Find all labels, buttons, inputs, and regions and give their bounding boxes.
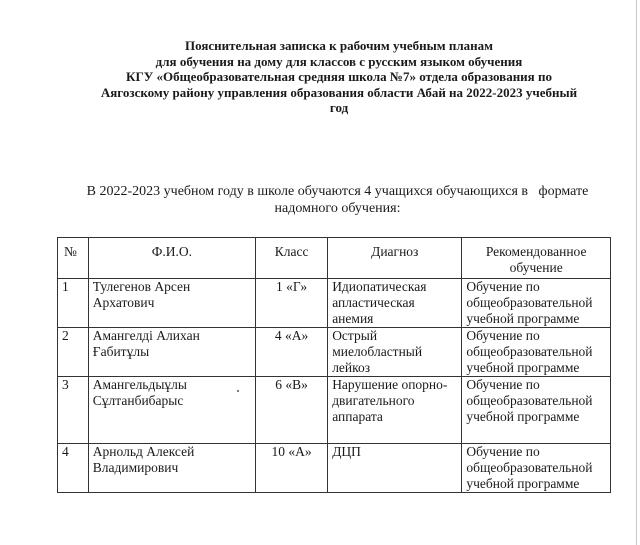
- cell-num: 1: [58, 279, 89, 328]
- cell-name-line: Ғабитұлы: [92, 344, 150, 359]
- header-recommended-line-2: обучение: [509, 260, 563, 275]
- cell-diagnosis: [328, 279, 462, 328]
- cell-diagnosis-line: аппарата: [332, 409, 383, 424]
- document-title: [40, 38, 638, 116]
- cell-recommended-line: общеобразовательной: [466, 295, 593, 310]
- cell-diagnosis: [328, 328, 462, 377]
- intro-line-1: В 2022-2023 учебном году в школе обучаются 4 учащихся обучающихся в формате: [86, 184, 589, 199]
- cell-recommended: [462, 279, 611, 328]
- cell-diagnosis-line: Острый: [332, 328, 378, 343]
- header-recommended: [462, 238, 611, 279]
- scan-speck: [237, 390, 239, 392]
- cell-name-line: Владимирович: [92, 460, 179, 475]
- cell-recommended-line: Обучение по: [466, 444, 540, 459]
- cell-recommended-line: общеобразовательной: [466, 393, 593, 408]
- table-row: [58, 377, 611, 444]
- header-recommended-line-1: Рекомендованное: [485, 244, 587, 259]
- cell-name-line: Архатович: [92, 295, 155, 310]
- cell-recommended-line: учебной программе: [466, 311, 580, 326]
- cell-recommended: [462, 377, 611, 444]
- cell-recommended-line: учебной программе: [466, 360, 580, 375]
- cell-diagnosis-line: Нарушение опорно-: [332, 377, 448, 392]
- cell-recommended-line: Обучение по: [466, 377, 540, 392]
- cell-num: 3: [58, 377, 89, 444]
- cell-recommended-line: Обучение по: [466, 328, 540, 343]
- cell-recommended-line: учебной программе: [466, 409, 580, 424]
- header-class: Класс: [256, 238, 328, 279]
- intro-line-2: надомного обучения:: [274, 201, 401, 216]
- cell-recommended-line: Обучение по: [466, 279, 540, 294]
- cell-diagnosis-line: двигательного: [332, 393, 415, 408]
- cell-class: 1 «Г»: [256, 279, 328, 328]
- cell-recommended: [462, 328, 611, 377]
- cell-recommended: [462, 444, 611, 493]
- cell-num: 2: [58, 328, 89, 377]
- cell-name-line: Амангельдыұлы: [92, 377, 187, 392]
- cell-diagnosis-line: ДЦП: [332, 444, 361, 459]
- cell-name: [88, 444, 255, 493]
- header-diagnosis: Диагноз: [328, 238, 462, 279]
- cell-name-line: Арнольд Алексей: [92, 444, 195, 459]
- title-line-1: Пояснительная записка к рабочим учебным планам: [185, 38, 493, 53]
- cell-diagnosis: [328, 444, 462, 493]
- title-line-4: Аягозскому району управления образования области Абай на 2022-2023 учебный: [100, 84, 578, 100]
- students-table: [57, 237, 611, 493]
- cell-diagnosis-line: лейкоз: [332, 360, 371, 375]
- cell-diagnosis-line: миелобластный: [332, 344, 423, 359]
- cell-name-line: Тулегенов Арсен: [92, 279, 191, 294]
- cell-diagnosis-line: анемия: [332, 311, 374, 326]
- cell-diagnosis: [328, 377, 462, 444]
- cell-diagnosis-line: апластическая: [332, 295, 415, 310]
- header-num: №: [58, 238, 89, 279]
- cell-recommended-line: общеобразовательной: [466, 344, 593, 359]
- cell-diagnosis-line: Идиопатическая: [332, 279, 427, 294]
- cell-name: [88, 377, 255, 444]
- title-line-5: год: [329, 100, 349, 115]
- header-name: Ф.И.О.: [88, 238, 255, 279]
- intro-paragraph: [60, 183, 615, 217]
- cell-recommended-line: общеобразовательной: [466, 460, 593, 475]
- cell-class: 6 «В»: [256, 377, 328, 444]
- table-header-row: [58, 238, 611, 279]
- cell-name: [88, 328, 255, 377]
- cell-class: 10 «А»: [256, 444, 328, 493]
- cell-name-line: Сұлтанбибарыс: [92, 393, 184, 408]
- cell-recommended-line: учебной программе: [466, 476, 580, 491]
- cell-name: [88, 279, 255, 328]
- table-row: [58, 444, 611, 493]
- cell-class: 4 «А»: [256, 328, 328, 377]
- cell-num: 4: [58, 444, 89, 493]
- table-row: [58, 328, 611, 377]
- cell-name-line: Амангелді Алихан: [92, 328, 200, 343]
- title-line-2: для обучения на дому для классов с русским языком обучения: [155, 53, 523, 69]
- table-row: [58, 279, 611, 328]
- title-line-3: КГУ «Общеобразовательная средняя школа №7» отдела образования по: [126, 69, 552, 84]
